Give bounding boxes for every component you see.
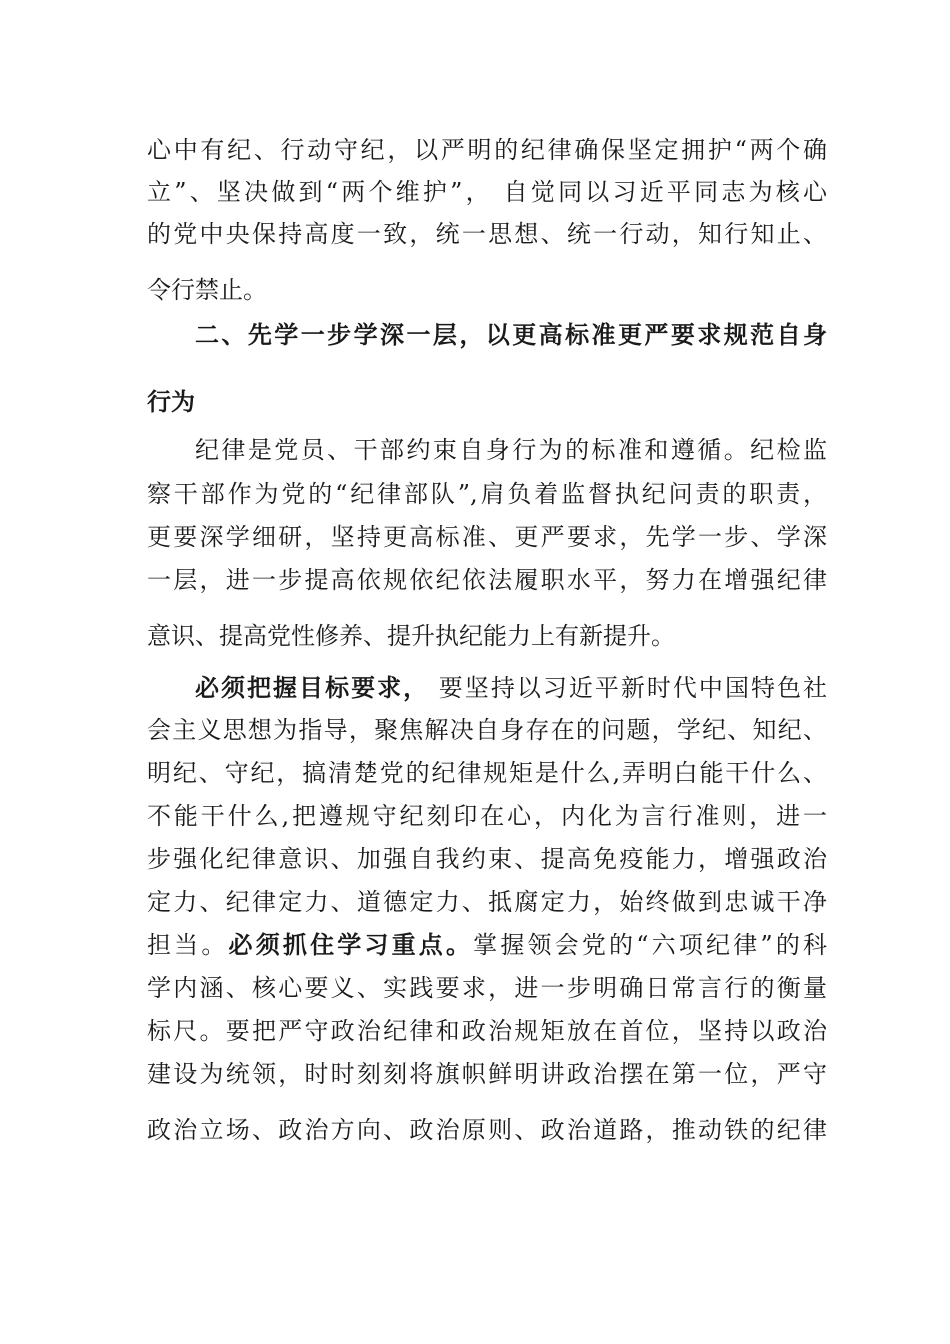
- paragraph3-line-8: 学内涵、核心要义、实践要求，进一步明确日常言行的衡量: [147, 974, 827, 1002]
- paragraph2-line-4: 一层，进一步提高依规依纪依法履职水平，努力在增强纪律: [147, 566, 827, 594]
- paragraph3-line-2: 会主义思想为指导，聚焦解决自身存在的问题，学纪、知纪、: [147, 716, 827, 744]
- paragraph3-line-7: [147, 929, 827, 961]
- paragraph2-line-1: 纪律是党员、干部约束自身行为的标准和遵循。纪检监: [195, 436, 827, 464]
- key-point-learning-focus: 必须抓住学习重点。: [228, 931, 474, 959]
- paragraph3-line-6: 定力、纪律定力、道德定力、抵腐定力，始终做到忠诚干净: [147, 888, 827, 916]
- paragraph3-line-3: 明纪、守纪，搞清楚党的纪律规矩是什么,弄明白能干什么、: [147, 759, 827, 787]
- paragraph1-line-4: 令行禁止。: [147, 276, 267, 304]
- paragraph3-line-1: [195, 672, 827, 704]
- paragraph2-line-5: 意识、提高党性修养、提升执纪能力上有新提升。: [147, 622, 675, 650]
- paragraph3-line-7-text: 掌握领会党的“六项纪律”的科: [473, 931, 827, 959]
- paragraph1-line-3: 的党中央保持高度一致，统一思想、统一行动，知行知止、: [147, 220, 827, 248]
- paragraph2-line-2: 察干部作为党的“纪律部队”,肩负着监督执纪问责的职责，: [147, 480, 827, 508]
- paragraph3-line-11: 政治立场、政治方向、政治原则、政治道路，推动铁的纪律: [147, 1116, 827, 1144]
- paragraph1-line-1: 心中有纪、行动守纪，以严明的纪律确保坚定拥护“两个确: [147, 136, 827, 164]
- section-heading-line-2: 行为: [147, 388, 195, 416]
- paragraph2-line-3: 更要深学细研，坚持更高标准、更严要求，先学一步、学深: [147, 523, 827, 551]
- paragraph3-line-7-prefix: 担当。: [147, 931, 229, 959]
- paragraph3-line-1-text: 要坚持以习近平新时代中国特色社: [429, 674, 827, 702]
- paragraph3-line-10: 建设为统领，时时刻刻将旗帜鲜明讲政治摆在第一位，严守: [147, 1060, 827, 1088]
- paragraph3-line-4: 不能干什么,把遵规守纪刻印在心，内化为言行准则，进一: [147, 802, 827, 830]
- paragraph3-line-9: 标尺。要把严守政治纪律和政治规矩放在首位，坚持以政治: [147, 1017, 827, 1045]
- paragraph3-line-5: 步强化纪律意识、加强自我约束、提高免疫能力，增强政治: [147, 845, 827, 873]
- paragraph1-line-2: 立”、坚决做到“两个维护”， 自觉同以习近平同志为核心: [147, 178, 827, 206]
- section-heading-line-1: 二、先学一步学深一层，以更高标准更严要求规范自身: [195, 321, 827, 349]
- key-point-target-requirements: 必须把握目标要求，: [195, 674, 430, 702]
